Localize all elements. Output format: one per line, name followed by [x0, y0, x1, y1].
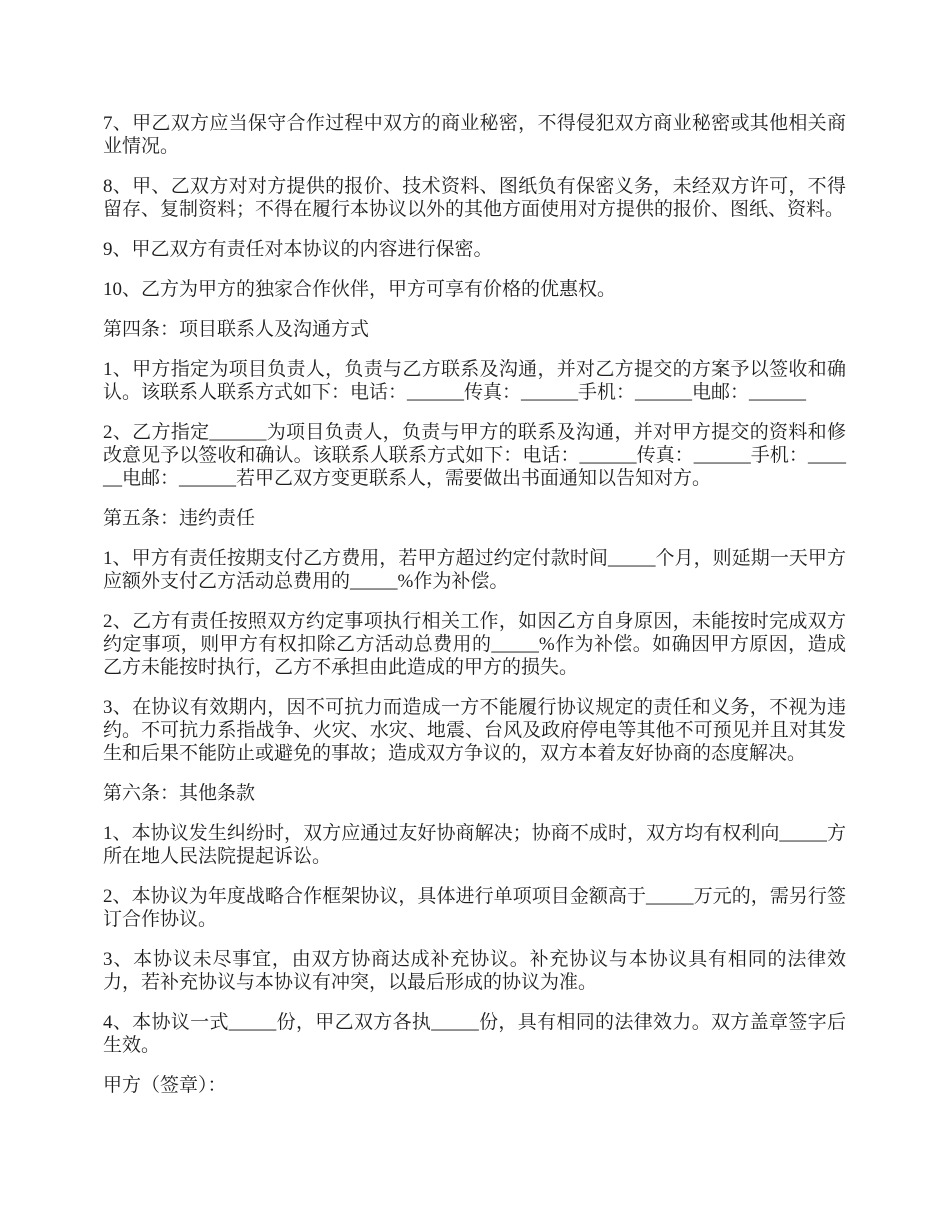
article-6-clause-2: 2、本协议为年度战略合作框架协议，具体进行单项项目金额高于_____万元的，需另行签订合作协议。	[103, 886, 846, 930]
article-6-clause-3: 3、本协议未尽事宜，由双方协商达成补充协议。补充协议与本协议具有相同的法律效力，若补充协议与本协议有冲突，以最后形成的协议为准。	[103, 949, 846, 993]
article-6-heading: 第六条：其他条款	[103, 783, 256, 804]
article-4-clause-1: 1、甲方指定为项目负责人，负责与乙方联系及沟通，并对乙方提交的方案予以签收和确认。该联系人联系方式如下：电话：______传真：______手机：______电邮：______	[103, 359, 846, 403]
article-5-clause-2: 2、乙方有责任按照双方约定事项执行相关工作，如因乙方自身原因，未能按时完成双方约定事项，则甲方有权扣除乙方活动总费用的_____%作为补偿。如确因甲方原因，造成乙方未能按时执行，乙方不承担由此造成的甲方的损失。	[103, 611, 846, 678]
article-6-clause-1: 1、本协议发生纠纷时，双方应通过友好协商解决；协商不成时，双方均有权利向_____方所在地人民法院提起诉讼。	[103, 823, 846, 867]
clause-3-10: 10、乙方为甲方的独家合作伙伴，甲方可享有价格的优惠权。	[103, 279, 617, 300]
article-5-clause-3: 3、在协议有效期内，因不可抗力而造成一方不能履行协议规定的责任和义务，不视为违约。不可抗力系指战争、火灾、水灾、地震、台风及政府停电等其他不可预见并且对其发生和后果不能防止或避免的事故；造成双方争议的，双方本着友好协商的态度解决。	[103, 697, 846, 764]
article-5-heading: 第五条：违约责任	[103, 508, 256, 529]
article-4-heading: 第四条：项目联系人及沟通方式	[103, 319, 370, 340]
article-5-clause-1: 1、甲方有责任按期支付乙方费用，若甲方超过约定付款时间_____个月，则延期一天甲方应额外支付乙方活动总费用的_____%作为补偿。	[103, 548, 846, 592]
party-a-signature-label: 甲方（签章）：	[103, 1075, 227, 1096]
article-6-clause-4: 4、本协议一式_____份，甲乙双方各执_____份，具有相同的法律效力。双方盖章签字后生效。	[103, 1012, 846, 1056]
article-4-clause-2: 2、乙方指定______为项目负责人，负责与甲方的联系及沟通，并对甲方提交的资料和修改意见予以签收和确认。该联系人联系方式如下：电话：______传真：______手机：______电邮：______若甲乙双方变更联系人，需要做出书面通知以告知对方。	[103, 422, 846, 489]
clause-3-9: 9、甲乙双方有责任对本协议的内容进行保密。	[103, 239, 493, 260]
clause-3-8: 8、甲、乙双方对对方提供的报价、技术资料、图纸负有保密义务，未经双方许可，不得留存、复制资料；不得在履行本协议以外的其他方面使用对方提供的报价、图纸、资料。	[103, 176, 846, 220]
clause-3-7: 7、甲乙双方应当保守合作过程中双方的商业秘密，不得侵犯双方商业秘密或其他相关商业情况。	[103, 113, 846, 157]
